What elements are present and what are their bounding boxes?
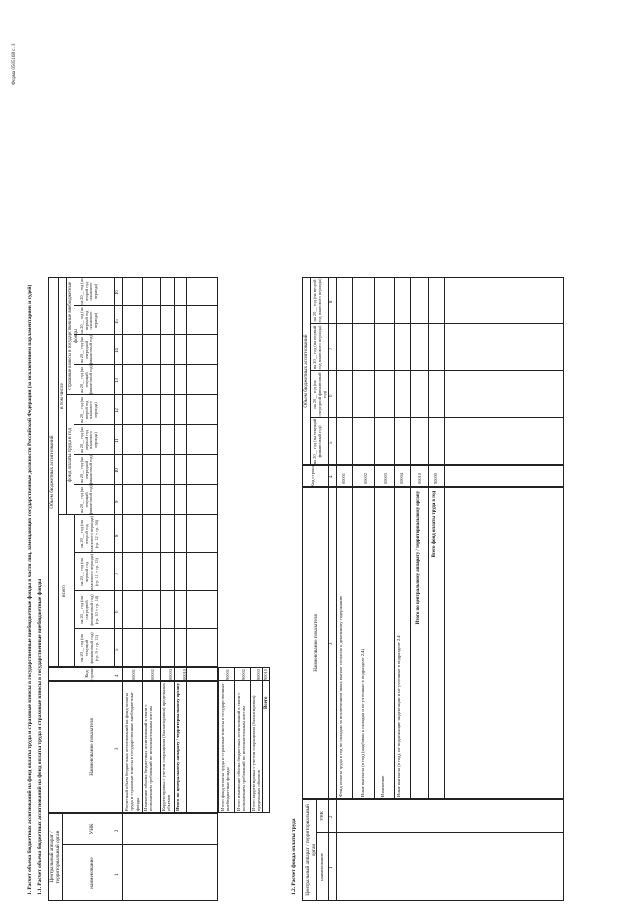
t1-org-block [48,813,218,901]
t1-total-header: всего [61,585,67,597]
t1-row-label: Изменение объема бюджетных ассигнований в связи с исполнением требований по исполнительным листам [143,704,154,811]
t1-code-header: Код строки [84,667,95,681]
t1-col-number: 9 [115,500,120,503]
t2-row-label: Итого по центральному аппарату / территориальному органу [416,491,421,625]
t1-row-code: 00003 [168,669,173,680]
t1-row-label: Итого по центральному аппарату / территориальному органу [175,683,180,811]
t1-ins-next: на 20__ год (на очередной финансовый год) [79,335,94,365]
t2-col-number: 1 [329,866,334,869]
t1-col-number: 4 [115,674,120,677]
t2-org-unk: УНК [319,811,324,821]
t2-row-code: 00003 [383,473,388,484]
t1-fot-current: на 20__ год (на текущий финансовый год) [79,485,94,515]
t1-row-code: 00002 [150,669,155,680]
t1-total-row-label: Итого корректировка с учетом сокращения (балансировки) предельных объемов [251,695,262,811]
t2-col-next: на 20__ год (на очередной финансовый год) [312,372,328,417]
t2-col-number: 5 [329,441,334,444]
t1-total-row-code: 90002 [241,669,246,680]
t2-row-divider [410,277,411,799]
t1-total-row-label: Итого изменение объема бюджетных ассигнований в связи с исполнением требований по исполнительным листам [236,692,247,811]
t1-col-number: 11 [115,438,120,443]
t1-col-number: 1 [115,873,120,876]
t1-org-unk: УНК [89,823,95,835]
t2-row-code: 00004 [399,473,404,484]
t2-row-label: Изменение [380,775,385,797]
t2-org-name: наименование [319,853,324,881]
t1-grand-total-code: 90010 [263,669,268,680]
t1-grand-total-label: Всего [264,696,269,709]
t1-total-row-label: Итого фонд оплаты труда и страховые взносы в государственные внебюджетные фонды [220,683,231,811]
t2-org-block [302,799,564,901]
t1-ins-first: на 20__ год (на первый год планового периода) [79,307,99,334]
t1-row-code: 00001 [131,669,136,680]
t1-col-number: 13 [115,378,120,383]
t2-org-header: Центральный аппарат / территориальный орган [305,804,317,896]
t2-row-label: Всего фонд оплаты труда в год [432,491,437,558]
t1-col-number: 10 [115,468,120,473]
t2-row-label: Фонд оплаты труда в год по окладам за исключением иных выплат согласно к денежному содержанию [338,595,343,797]
t2-volume-header: Объем бюджетных ассигнований [303,334,309,408]
t2-code-header: Код строки [310,465,315,487]
t2-row-divider [428,277,429,799]
t1-col-number: 8 [115,534,120,537]
t2-row-code: 00002 [363,473,368,484]
t1-org-name: наименование [89,857,95,889]
section2-title: 1.2. Расчет фонда оплаты труда [291,818,297,895]
t1-col-number: 14 [115,348,120,353]
t1-col-next: на 20__ год (на очередной финансовый год) (гр. 10 + гр. 14) [79,594,99,626]
t1-volume-header: Объем бюджетных ассигнований [49,435,55,509]
t2-row-label: Иные выплаты (в год), не подлежащие индексации и не учтенные в подразделе 2.4 [396,635,401,797]
t2-col-number: 2 [329,815,334,818]
t1-indicator-header: Наименование показателя [89,718,95,776]
t2-col-number: 7 [329,347,334,350]
t1-row-label: Корректировка с учетом сокращения (балансировки) предельных объемов [161,683,172,811]
t1-fot-next: на 20__ год (на очередной финансовый год) [79,455,94,485]
t2-col-second: на 20__ год (на второй год планового периода) [312,278,323,323]
t2-row-divider [352,277,353,799]
t2-col-number: 4 [329,475,334,478]
t2-row-divider [444,277,445,799]
section1-title: 1. Расчет объема бюджетных ассигнований на фонд оплаты труда и страховые взносы в государственные внебюджетные фонды в части лиц, замещающих государственные должности Российской Федерации (за исключением парламентариев и судей) [27,284,33,895]
t2-row-code: 90000 [433,473,438,484]
section1-subtitle: 1.1. Расчет объема бюджетных ассигнований на фонд оплаты труда и страховые взносы в государственные внебюджетные фонды [37,578,43,895]
t2-row-code: 00001 [341,473,346,484]
t1-col-current: на 20__ год (на текущий финансовый год) (гр. 9 + гр. 13) [79,632,99,664]
t2-col-first: на 20__ год (на первый год планового периода) [312,325,323,370]
t2-col-number: 8 [329,300,334,303]
t1-col-number: 16 [115,290,120,295]
t1-ins-current: на 20__ год (на текущий финансовый год) [79,365,94,395]
t2-row-label: Иные выплаты (в год) (надбавки к окладам и не учтенные в подразделе 2.4) [360,648,365,797]
t1-fot-second: на 20__ год (на второй год планового периода) [79,396,99,424]
t1-col-number: 15 [115,319,120,324]
t2-indicator-header: Наименование показателя [313,614,319,672]
t2-col-current: на 20__ год (на текущий финансовый год) [312,418,323,465]
t2-volume-block [302,277,564,465]
t2-row-divider [374,277,375,799]
t1-fot-first: на 20__ год (на первый год планового периода) [79,426,99,454]
t1-including-header: в том числе [59,383,65,409]
t1-col-number: 2 [115,829,120,832]
t1-row-label: Расчетный объем бюджетных ассигнований на фонд оплаты труда и страховые взносы в государственные внебюджетные фонды [124,692,140,811]
t1-total-row-code: 90003 [256,669,261,680]
t1-col-second: на 20__ год (на второй год планового периода) (гр. 12 + гр. 16) [79,515,99,553]
t1-col-first: на 20__ год (на первый год планового периода) (гр. 11 + гр. 15) [79,553,99,591]
t2-row-divider [394,277,395,799]
t1-fot-header: фонд оплаты труда в год [67,427,73,483]
t1-ins-second: на 20__ год (на второй год планового периода) [79,278,99,305]
t1-col-number: 3 [115,747,120,750]
t1-org-header: Центральный аппарат / территориальный орган [49,830,61,884]
t1-col-number: 12 [115,408,120,413]
t2-col-number: 3 [329,642,334,645]
t1-col-number: 5 [115,648,120,651]
t2-col-number: 6 [329,394,334,397]
form-number: Форма 0505168 с. 3 [12,43,17,85]
t1-row-code: 00010 [182,669,187,680]
t1-ins-header: страховые взносы в государственные внебюджетные фонды [68,282,79,390]
t1-col-number: 6 [115,610,120,613]
t1-total-row-code: 90001 [225,669,230,680]
t1-col-number: 7 [115,572,120,575]
t2-row-code: 00010 [417,473,422,484]
